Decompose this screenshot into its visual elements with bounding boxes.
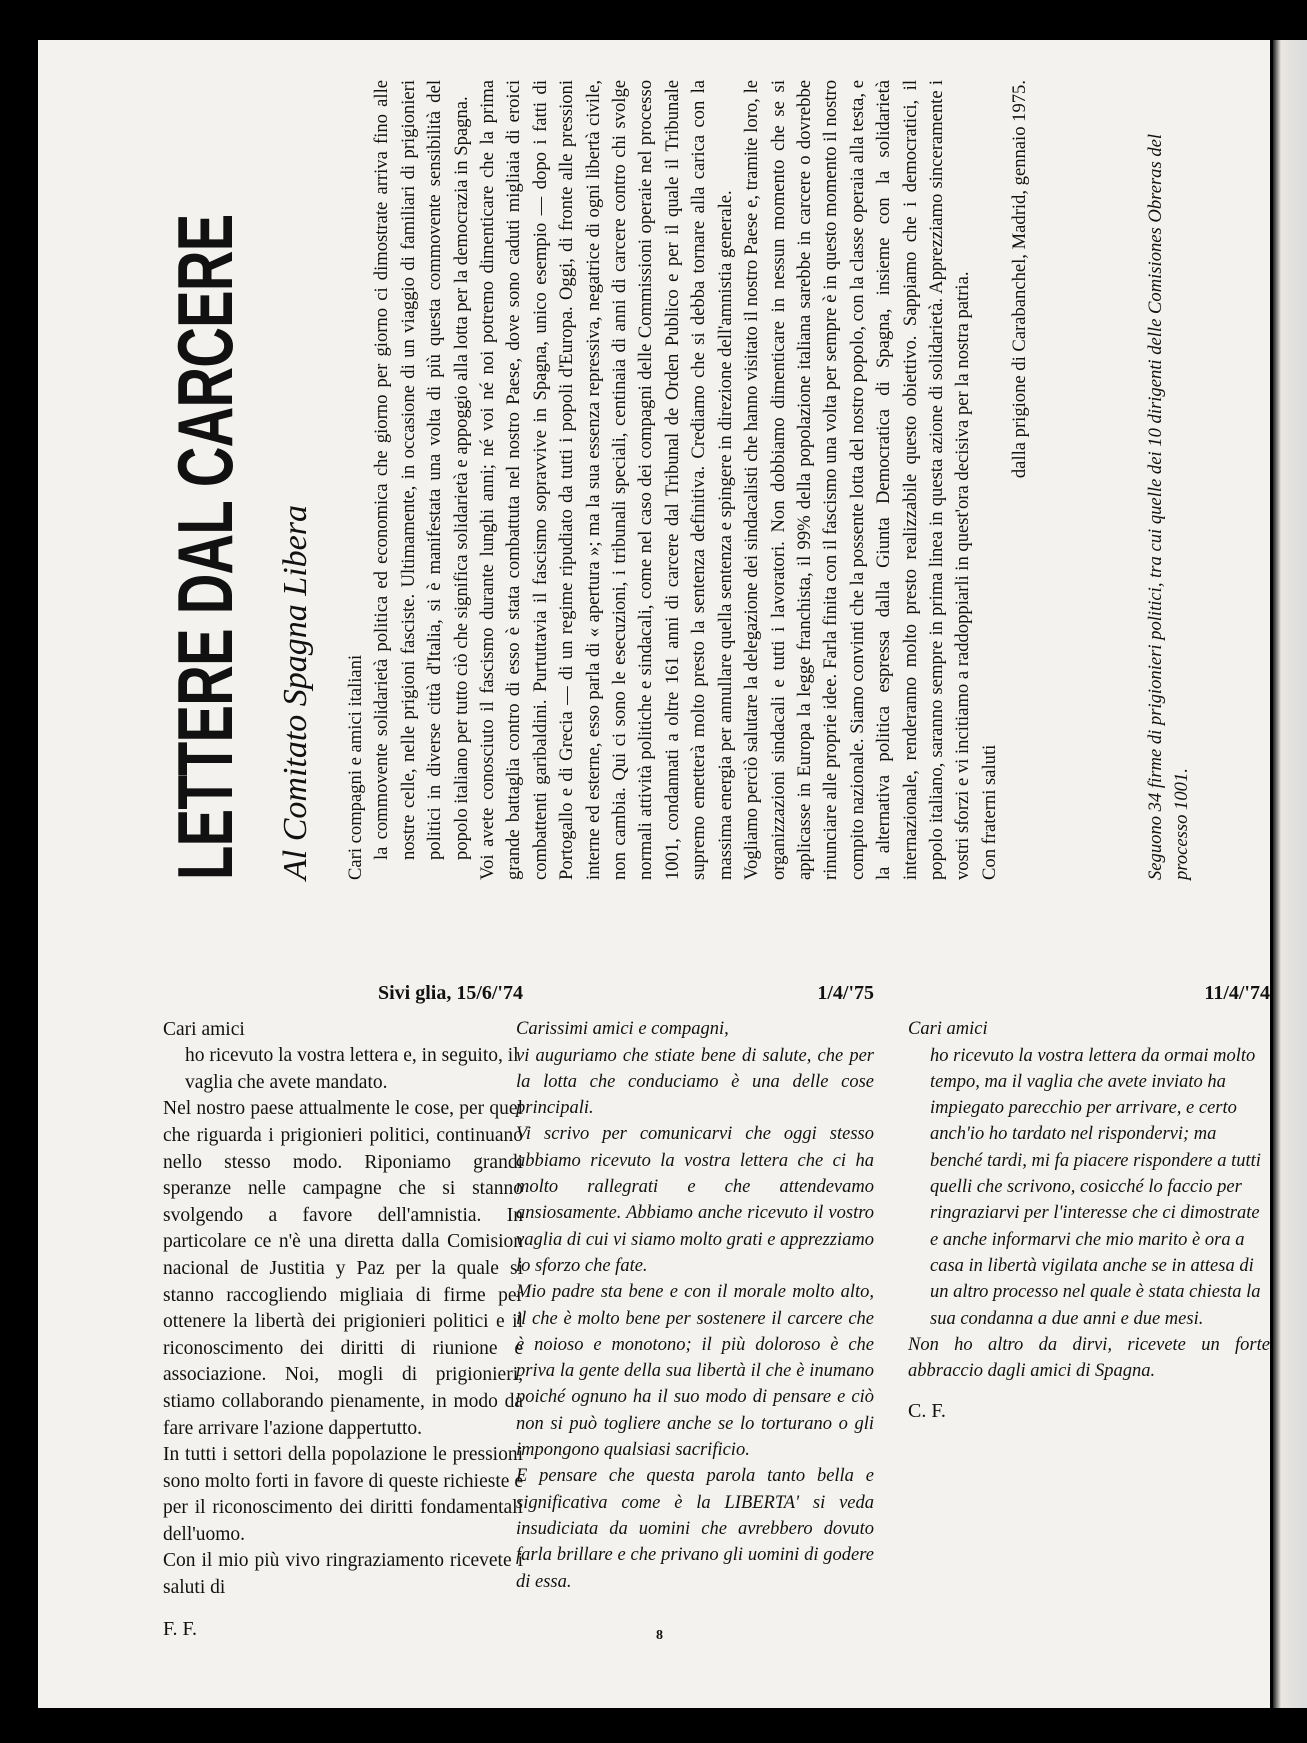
page-number: 8 xyxy=(656,1628,663,1643)
letter-salutation: Cari amici xyxy=(163,1018,245,1040)
madrid-paragraph: Vogliamo perciò salutare la delegazione dei sindacalisti che hanno visitato il nostro Paese e, tramite loro, le organizzazioni sindacali e tutti i lavoratori. Non dobbiamo dimenticare in nessun momento che se si applicasse in Europa la legge franchista, il 99% della popolazione italiana sarebbe in carcere o dovrebbe rinunciare alle proprie idee. Farla finita con il fascismo una volta per sempre è in questo momento il nostro compito nazionale. Siamo convinti che la possente lotta del nostro popolo, con la classe operaia alla testa, e la alternativa politica espressa dalla Giunta Democratica di Spagna, insieme con la solidarietà internazionale, renderanno molto presto realizzabile questo obiettivo. Sappiamo che i democratici, il popolo italiano, saranno sempre in prima linea in questa azione di solidarietà. Apprezziamo sinceramente i vostri sforzi e vi incitiamo a raddoppiarli in quest'ora decisiva per la nostra patria. xyxy=(741,80,974,880)
letter-date: Sivi glia, 15/6/'74 xyxy=(377,982,523,1004)
letter-signature: F. F. xyxy=(163,1617,198,1640)
madrid-signoff: dalla prigione di Carabanchel, Madrid, gennaio 1975. xyxy=(1009,80,1031,479)
footnote: Seguono 34 firme di prigionieri politici, tra cui quelle dei 10 dirigenti delle Comisiones Obreras del processo 1001. xyxy=(1145,133,1192,880)
madrid-paragraph: Con fraterni saluti xyxy=(978,744,1000,880)
letter-paragraph: Mio padre sta bene e con il morale molto alto, il che è molto bene per sostenere il carcere che è noioso e monotono; il più doloroso è che priva la gente della sua libertà il che è inumano poiché ognuno ha il suo modo di pensare e ciò non si può togliere anche se lo torturano o gli impongono qualsiasi sacrificio. xyxy=(516,1282,874,1461)
letter-paragraph: vi auguriamo che stiate bene di salute, che per la lotta che conduciamo è una delle cose principali. xyxy=(516,1045,874,1119)
madrid-paragraph: Voi avete conosciuto il fascismo durante lunghi anni; né voi né noi potremo dimenticare che la prima grande battaglia contro di esso è stata combattuta nel nostro Paese, dove sono caduti migliaia di eroici combattenti garibaldini. Purtuttavia il fascismo sopravvive in Spagna, unico esempio — dopo i fatti di Portogallo e di Grecia — di un regime ripudiato da tutti i popoli d'Europa. Oggi, di fronte alle pressioni interne ed esterne, esso parla di « apertura »; ma la sua essenza repressiva, negatrice di ogni libertà civile, non cambia. Qui ci sono le esecuzioni, i tribunali speciali, centinaia di anni di carcere contro chi svolge normali attività politiche e sindacali, come nel caso dei compagni delle Commissioni operaie nel processo 1001, condannati a oltre 161 anni di carcere dal Tribunal de Orden Publico e per il quale il Tribunale supremo emetterà molto presto la sentenza definitiva. Crediamo che si debba tornare alla carica con la massima energia per annullare quella sentenza e spingere in direzione dell'amnistia generale. xyxy=(477,80,736,880)
letter-signature: C. F. xyxy=(908,1400,946,1423)
letter-paragraph: In tutti i settori della popolazione le pressioni sono molto forti in favore di queste richieste e per il riconoscimento dei diritti fondamentali dell'uomo. xyxy=(163,1444,523,1545)
letter-11-4-74 xyxy=(908,980,1270,1425)
letter-paragraph: Con il mio più vivo ringraziamento ricevete i saluti di xyxy=(163,1550,523,1599)
letter-date: 11/4/'74 xyxy=(1204,982,1270,1004)
letter-paragraph: Vi scrivo per comunicarvi che oggi stesso abbiamo ricevuto la vostra lettera che ci ha molto rallegrati e che attendevamo ansiosamente. Abbiamo anche ricevuto il vostro vaglia di cui vi siamo molto grati e apprezziamo lo sforzo che fate. xyxy=(516,1124,874,1276)
letter-paragraph: ho ricevuto la vostra lettera da ormai molto tempo, ma il vaglia che avete inviato ha impiegato parecchio per arrivare, e certo anch'io ho tardato nel rispondervi; ma benché tardi, mi fa piacere rispondere a tutti quelli che scrivono, cosicché lo faccio per ringraziarvi per l'interesse che ci dimostrate e anche informarvi che mio marito è ora a casa in libertà vigilata anche se in attesa di un altro processo nel quale è stata chiesta la sua condanna a due anni e due mesi. xyxy=(930,1045,1261,1329)
letter-1-4-75 xyxy=(516,980,874,1595)
letter-siviglia xyxy=(163,980,523,1642)
letter-salutation: Carissimi amici e compagni, xyxy=(516,1019,729,1040)
magazine-page xyxy=(38,40,1270,1708)
rotated-section xyxy=(153,69,1239,905)
madrid-paragraph: la commovente solidarietà politica ed economica che giorno per giorno ci dimostrate arriva fino alle nostre celle, nelle prigioni fasciste. Ultimamente, in occasione di un viaggio di familiari di prigionieri politici in diverse città d'Italia, si è manifestata una volta di più questa commovente sensibilità del popolo italiano per tutto ciò che significa solidarietà e appoggio alla lotta per la democrazia in Spagna. xyxy=(371,80,472,860)
page-title: LETTERE DAL CARCERE xyxy=(161,214,249,880)
letter-paragraph: ho ricevuto la vostra lettera e, in seguito, il vaglia che avete mandato. xyxy=(185,1045,519,1093)
letter-salutation: Cari amici xyxy=(908,1019,988,1040)
letter-paragraph: Non ho altro da dirvi, ricevete un forte abbraccio dagli amici di Spagna. xyxy=(908,1334,1270,1382)
letter-paragraph: Nel nostro paese attualmente le cose, per quel che riguarda i prigionieri politici, continuano nello stesso modo. Riponiamo grandi speranze nelle campagne che si stanno svolgendo a favore dell'amnistia. In particolare ce n'è una diretta dalla Comision nacional de Justitia y Paz per la quale si stanno raccogliendo migliaia di firme per ottenere la libertà dei prigionieri politici e il riconoscimento dei diritti di riunione e associazione. Noi, mogli di prigionieri, stiamo collaborando pienamente, in modo da fare arrivare l'azione dappertutto. xyxy=(163,1098,523,1439)
binding-edge xyxy=(1273,40,1307,1708)
madrid-letter xyxy=(343,80,1034,880)
subtitle: Al Comitato Spagna Libera xyxy=(277,505,314,880)
letter-date: 1/4/'75 xyxy=(817,982,874,1004)
madrid-salutation: Cari compagni e amici italiani xyxy=(345,654,366,880)
letter-paragraph: E pensare che questa parola tanto bella e significativa come è la LIBERTA' si veda insudiciata da uomini che avrebbero dovuto farla brillare e che privano gli uomini di godere di essa. xyxy=(516,1466,874,1592)
